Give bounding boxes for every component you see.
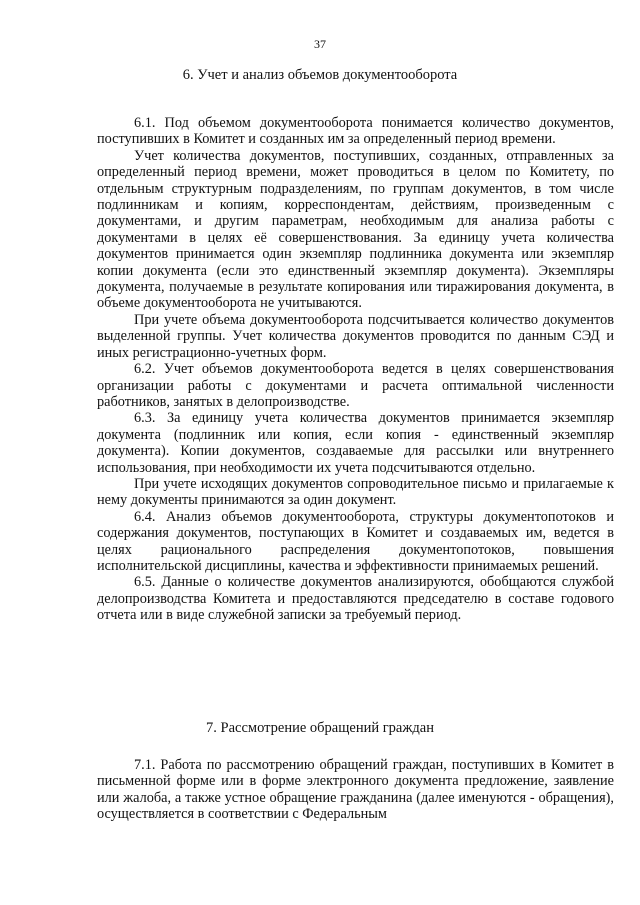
paragraph-6-1-volume: При учете объема документооборота подсчитывается количество документов выделенной группы. Учет количества документов проводится по данным СЭД и иных регистрационно-учетных форм. [97, 311, 614, 361]
section-6-body [97, 115, 614, 624]
paragraph-6-2: 6.2. Учет объемов документооборота ведется в целях совершенствования организации работы с документами и расчета оптимальной численности работников, занятых в делопроизводстве. [97, 361, 614, 410]
page-number: 37 [314, 37, 326, 51]
section-7-heading: 7. Рассмотрение обращений граждан [206, 720, 434, 736]
section-7-body [97, 757, 614, 823]
paragraph-6-3: 6.3. За единицу учета количества документов принимается экземпляр документа (подлинник или копия, если копия - единственный экземпляр документа). Копии документов, создаваемые для рассылки или внутреннего использования, при необходимости их учета подсчитываются отдельно. [97, 410, 614, 476]
paragraph-6-5: 6.5. Данные о количестве документов анализируются, обобщаются службой делопроизводства Комитета и предоставляются председателю в составе годового отчета или в виде служебной записки за требуемый период. [97, 574, 614, 624]
paragraph-6-1: 6.1. Под объемом документооборота понимается количество документов, поступивших в Комитет и созданных им за определенный период времени. [97, 115, 614, 148]
paragraph-6-4: 6.4. Анализ объемов документооборота, структуры документопотоков и содержания документов, поступающих в Комитет и создаваемых им, ведется в целях рационального распределения документопотоков, повышения исполнительской дисциплины, качества и эффективности принимаемых решений. [97, 508, 614, 574]
paragraph-6-1-count: Учет количества документов, поступивших, созданных, отправленных за определенный период времени, может проводиться в целом по Комитету, по отдельным структурным подразделениям, по группам документов, в том числе подлинникам и копиям, корреспондентам, действиям, произведенным с документами, и другим параметрам, необходимым для анализа работы с документами в целях её совершенствования. За единицу учета количества документов принимается один экземпляр подлинника документа или экземпляр копии документа (если это единственный экземпляр документа). Экземпляры документа, получаемые в результате копирования или тиражирования документа, в объеме документооборота не учитываются. [97, 147, 614, 312]
paragraph-6-3-outgoing: При учете исходящих документов сопроводительное письмо и прилагаемые к нему документы принимаются за один документ. [97, 475, 614, 509]
section-6-heading: 6. Учет и анализ объемов документооборота [182, 67, 458, 83]
paragraph-7-1: 7.1. Работа по рассмотрению обращений граждан, поступивших в Комитет в письменной форме или в форме электронного документа предложение, заявление или жалоба, а также устное обращение гражданина (далее именуются - обращения), осуществляется в соответствии с Федеральным [97, 757, 614, 823]
